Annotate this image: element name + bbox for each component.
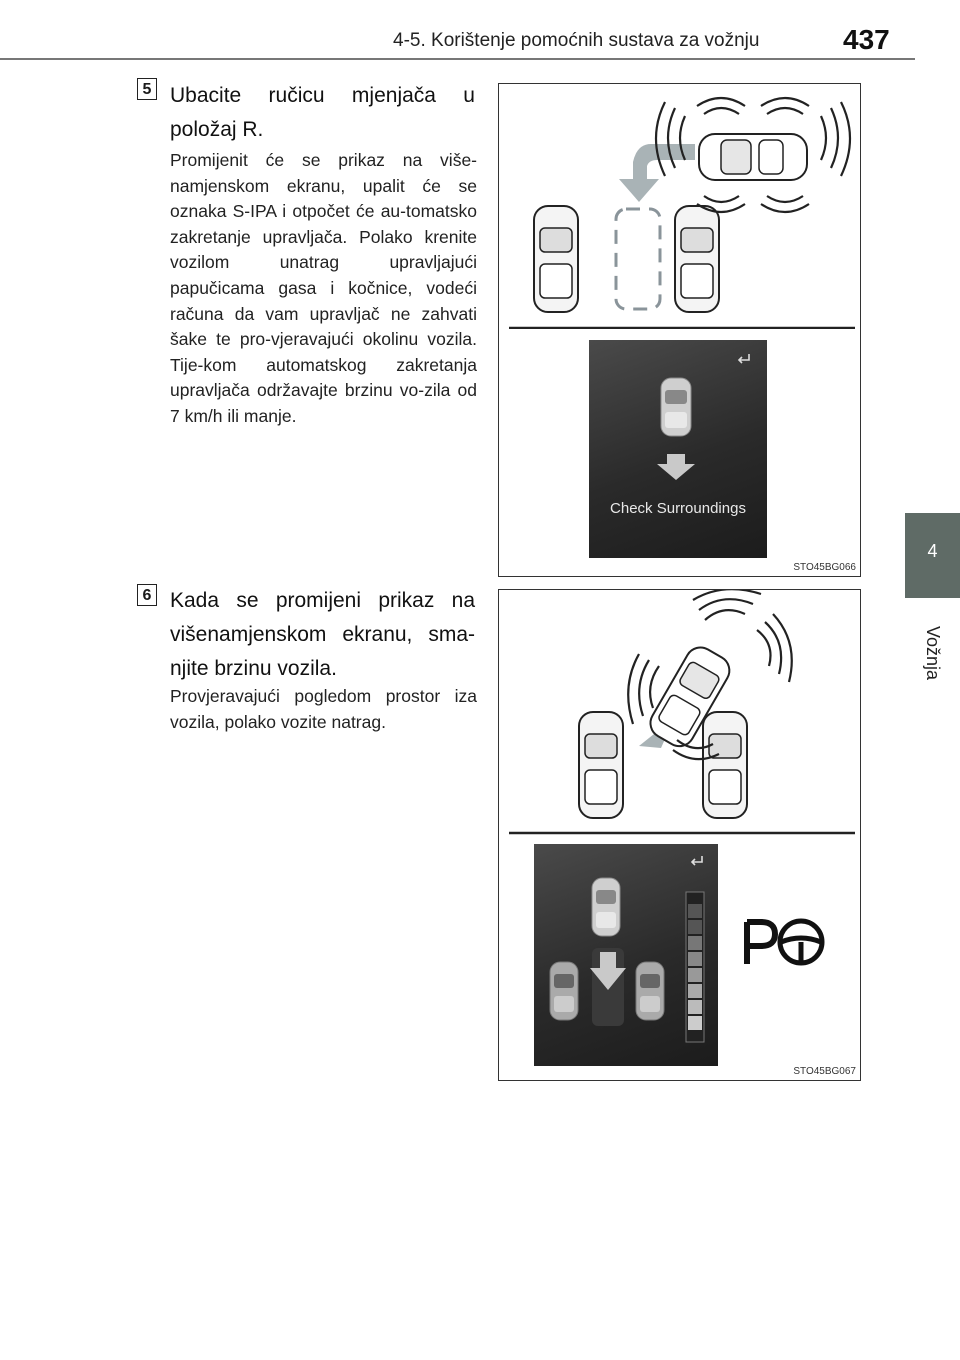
step-6-figure <box>498 589 861 1081</box>
screen-graphics <box>589 340 767 558</box>
return-icon <box>692 856 702 865</box>
chapter-label: Vožnja <box>923 625 943 681</box>
header-rule <box>0 58 915 60</box>
return-icon <box>739 354 749 363</box>
parking-maneuver-illustration-1 <box>499 84 860 329</box>
screen-message: Check Surroundings <box>610 500 746 517</box>
parking-maneuver-illustration-2 <box>499 590 860 840</box>
vehicle-display-icon <box>592 878 620 936</box>
own-vehicle-icon <box>699 134 807 180</box>
target-parking-slot <box>616 209 660 309</box>
page-number: 437 <box>843 24 890 55</box>
vehicle-display-icon <box>550 962 578 1020</box>
screen-graphics <box>534 844 718 1066</box>
parked-car-icon <box>579 712 623 818</box>
figure-code: STO45BG066 <box>793 562 856 573</box>
vehicle-display-icon <box>661 378 691 436</box>
header-title: 4-5. Korištenje pomoćnih sustava za vožnju <box>393 30 760 51</box>
step-6-badge: 6 <box>137 584 157 606</box>
multi-info-display-screen <box>589 340 767 558</box>
vehicle-display-icon <box>636 962 664 1020</box>
step-5-badge: 5 <box>137 78 157 100</box>
parked-car-icon <box>703 712 747 818</box>
figure-code: STO45BG067 <box>793 1066 856 1077</box>
step-5-body: Promijenit će se prikaz na više-namjenskom ekranu, upalit će se oznaka S-IPA i otpočet će au-tomatsko zakretanje upravljača. Polako krenite vozilom unatrag upravljajući papučicama gasa i kočnice, vodeći računa da vam upravljač ne zahvati šake te pro-vjeravajući okolinu vozila. Tije-kom automatskog zakretanja upravljača održavajte brzinu vo-zila od 7 km/h ili manje. <box>170 150 477 426</box>
park-steering-icon <box>739 912 829 972</box>
step-5-heading: Ubacite ručicu mjenjača u položaj R. <box>170 84 475 141</box>
chapter-tab <box>905 513 960 598</box>
step-6-body: Provjeravajući pogledom prostor iza vozila, polako vozite natrag. <box>170 686 477 732</box>
parked-car-icon <box>675 206 719 312</box>
step-5-figure <box>498 83 861 577</box>
step-6-heading: Kada se promijeni prikaz na višenamjenskom ekranu, sma-njite brzinu vozila. <box>170 589 475 680</box>
down-arrow-icon <box>657 454 695 480</box>
chapter-number: 4 <box>927 541 938 561</box>
distance-gauge <box>686 892 704 1042</box>
multi-info-display-screen <box>534 844 718 1066</box>
parked-car-icon <box>534 206 578 312</box>
